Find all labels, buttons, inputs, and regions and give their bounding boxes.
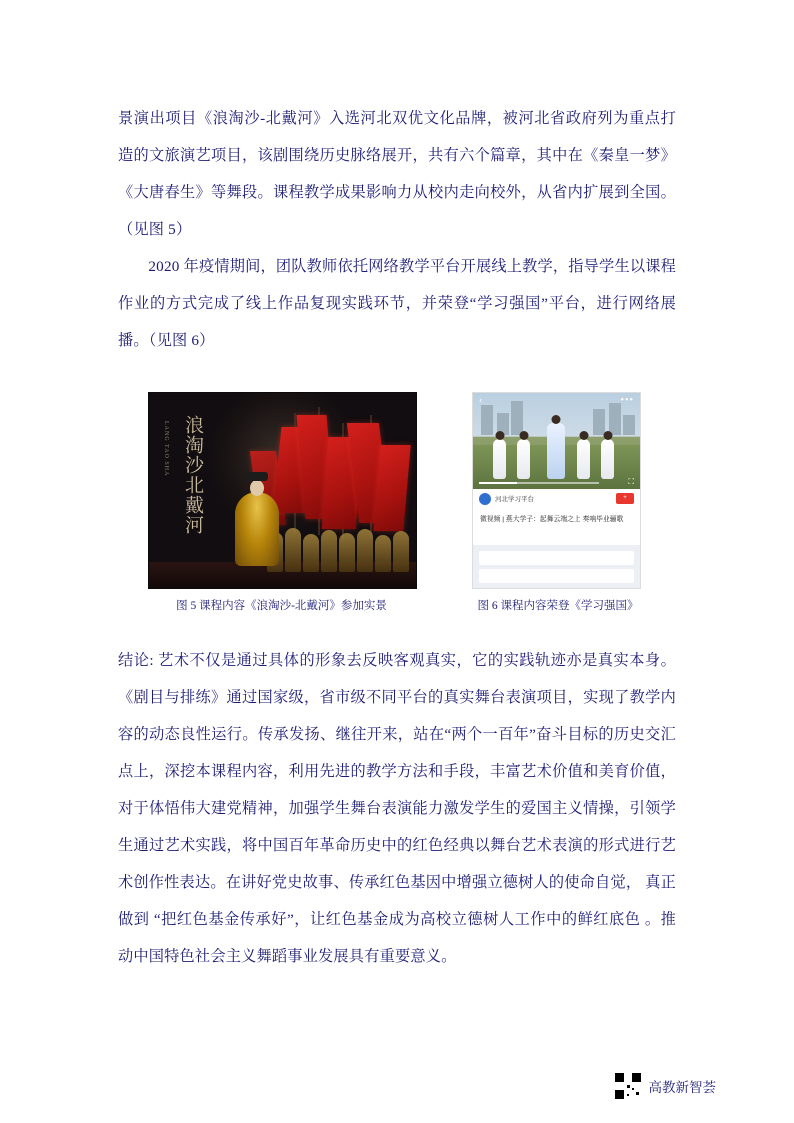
avatar (479, 493, 491, 505)
progress-bar[interactable] (479, 482, 599, 484)
dancer-figure (493, 439, 506, 479)
lead-performer (235, 470, 279, 566)
stage-title: 浪淘沙北戴河 (182, 415, 203, 535)
chevron-left-icon[interactable]: ‹ (479, 395, 483, 406)
paragraph-2: 2020 年疫情期间，团队教师依托网络教学平台开展线上教学，指导学生以课程作业的方式完成了线上作品复现实践环节，并荣登“学习强国”平台，进行网络展播。（见图 6） (118, 258, 676, 349)
conclusion-paragraph: 结论: 艺术不仅是通过具体的形象去反映客观真实，它的实践轨迹亦是真实本身。《剧目与排练》通过国家级，省市级不同平台的真实舞台表演项目，实现了教学内容的动态良性运行。传承发扬、继往开来，站在“两个一百年”奋斗目标的历史交汇点上，深挖本课程内容，利用先进的教学方法和手段，丰富艺术价值和美育价值，对于体悟伟大建党精神，加强学生舞台表演能力激发学生的爱国主义情操，引领学生通过艺术实践，将中国百年革命历史中的红色经典以舞台艺术表演的形式进行艺术创作性表达。在讲好党史故事、传承红色基因中增强立德树人的使命自觉， 真正做到 “把红色基金传承好”，让红色基金成为高校立德树人工作中的鲜红底色 。推动中国特色社会主义舞蹈事业发展具有重要意义。 (118, 652, 676, 965)
figure-6-image (472, 392, 641, 589)
video-bottom-bar (473, 475, 640, 489)
video-top-bar (473, 393, 640, 409)
dancer-figure (601, 439, 614, 479)
dancer-figure-main (547, 423, 565, 479)
body-text-top (118, 100, 676, 359)
figure-5-caption: 图 5 课程内容《浪淘沙-北戴河》参加实景 (176, 600, 387, 612)
footer-label: 高教新智荟 (648, 1080, 716, 1095)
video-player (473, 393, 640, 489)
figure-group (118, 392, 676, 642)
qr-code-icon (615, 1073, 641, 1099)
dancer-figure (577, 439, 590, 479)
channel-row (473, 489, 640, 510)
figure-6-caption: 图 6 课程内容荣登《学习强国》 (477, 600, 639, 612)
channel-name: 河北学习平台 (495, 496, 534, 503)
list-item[interactable] (479, 551, 634, 565)
paragraph-1: 景演出项目《浪淘沙-北戴河》入选河北双优文化品牌，被河北省政府列为重点打造的文旅演艺项目，该剧围绕历史脉络展开，共有六个篇章，其中在《秦皇一梦》《大唐春生》等舞段。课程教学成果影响力从校内走向校外，从省内扩展到全国。（见图 5） (118, 110, 676, 238)
stage-subtitle: LANG TAO SHA (163, 421, 169, 477)
list-item[interactable] (479, 569, 634, 583)
follow-button[interactable]: + (616, 493, 634, 504)
related-list (473, 545, 640, 588)
dancer-figure (517, 439, 530, 479)
body-text-bottom (118, 642, 676, 975)
fullscreen-icon[interactable]: ⛶ (628, 477, 634, 486)
video-title: 微视频 | 燕大学子：起舞云端之上 奏响毕业骊歌 (473, 509, 640, 545)
footer-badge (615, 1073, 717, 1099)
more-dots-icon[interactable]: ••• (620, 395, 634, 406)
figure-5-image (148, 392, 417, 589)
